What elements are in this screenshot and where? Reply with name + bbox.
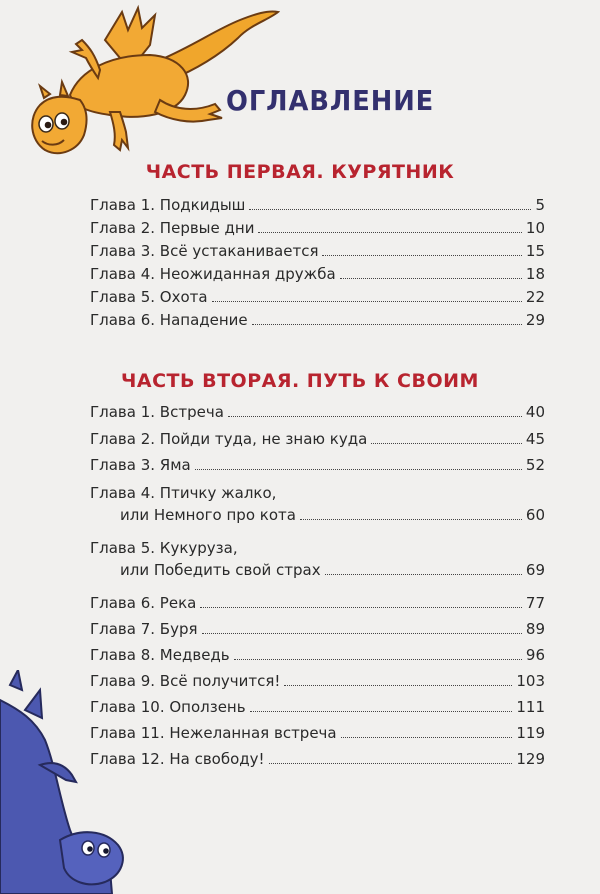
chapter-title: Глава 11. Нежеланная встреча xyxy=(90,724,337,742)
part2-toc xyxy=(90,400,545,770)
dot-leader xyxy=(340,278,522,279)
page-number: 129 xyxy=(516,750,545,768)
part1-toc xyxy=(90,193,545,331)
chapter-title: Глава 9. Всё получится! xyxy=(90,672,281,690)
dot-leader xyxy=(322,255,521,256)
chapter-title: Глава 3. Всё устаканивается xyxy=(90,242,319,260)
chapter-title: Глава 7. Буря xyxy=(90,620,198,638)
page-number: 10 xyxy=(525,219,545,237)
toc-entry[interactable] xyxy=(90,614,545,640)
chapter-subtitle: или Победить свой страх xyxy=(120,561,321,579)
chapter-title: Глава 6. Нападение xyxy=(90,311,248,329)
dot-leader xyxy=(212,301,522,302)
page-number: 29 xyxy=(525,311,545,329)
toc-entry[interactable] xyxy=(90,423,545,450)
chapter-subtitle: или Немного про кота xyxy=(120,506,296,524)
chapter-title: Глава 4. Неожиданная дружба xyxy=(90,265,336,283)
toc-entry[interactable] xyxy=(90,744,545,770)
chapter-title: Глава 5. Кукуруза, xyxy=(90,539,238,557)
dot-leader xyxy=(300,519,522,520)
dot-leader xyxy=(269,763,513,764)
toc-entry[interactable] xyxy=(90,640,545,666)
dot-leader xyxy=(284,685,512,686)
page-title: ОГЛАВЛЕНИЕ xyxy=(226,84,435,117)
dot-leader xyxy=(258,232,521,233)
chapter-title: Глава 8. Медведь xyxy=(90,646,230,664)
page-number: 15 xyxy=(525,242,545,260)
toc-entry[interactable] xyxy=(90,400,545,423)
dot-leader xyxy=(325,574,522,575)
chapter-title: Глава 2. Пойди туда, не знаю куда xyxy=(90,430,368,448)
toc-entry[interactable] xyxy=(90,262,545,285)
toc-entry[interactable] xyxy=(90,450,545,476)
dot-leader xyxy=(195,469,522,470)
part1-title: ЧАСТЬ ПЕРВАЯ. КУРЯТНИК xyxy=(145,161,455,183)
toc-entry[interactable] xyxy=(90,534,545,583)
dot-leader xyxy=(249,209,531,210)
page-number: 77 xyxy=(525,594,545,612)
page-number: 22 xyxy=(525,288,545,306)
toc-entry[interactable] xyxy=(90,239,545,262)
page-number: 18 xyxy=(525,265,545,283)
toc-entry[interactable] xyxy=(90,692,545,718)
chapter-title: Глава 5. Охота xyxy=(90,288,208,306)
page-number: 69 xyxy=(525,561,545,579)
dot-leader xyxy=(341,737,513,738)
dot-leader xyxy=(202,633,522,634)
chapter-title: Глава 6. Река xyxy=(90,594,197,612)
toc-entry[interactable] xyxy=(90,216,545,239)
toc-entry[interactable] xyxy=(90,476,545,534)
dot-leader xyxy=(252,324,522,325)
toc-entry[interactable] xyxy=(90,193,545,216)
chapter-title: Глава 1. Встреча xyxy=(90,403,224,421)
page-number: 52 xyxy=(525,456,545,474)
chapter-title: Глава 4. Птичку жалко, xyxy=(90,484,277,502)
toc-entry[interactable] xyxy=(90,666,545,692)
chapter-title: Глава 2. Первые дни xyxy=(90,219,255,237)
dot-leader xyxy=(228,416,522,417)
part2-title: ЧАСТЬ ВТОРАЯ. ПУТЬ К СВОИМ xyxy=(121,370,479,392)
page-number: 5 xyxy=(535,196,545,214)
page-number: 45 xyxy=(525,430,545,448)
toc-entry[interactable] xyxy=(90,718,545,744)
dot-leader xyxy=(234,659,522,660)
toc-entry[interactable] xyxy=(90,308,545,331)
dot-leader xyxy=(200,607,522,608)
toc-entry[interactable] xyxy=(90,583,545,614)
dot-leader xyxy=(371,443,522,444)
page-number: 103 xyxy=(516,672,545,690)
chapter-title: Глава 10. Оползень xyxy=(90,698,246,716)
page-number: 89 xyxy=(525,620,545,638)
page-number: 40 xyxy=(525,403,545,421)
chapter-title: Глава 1. Подкидыш xyxy=(90,196,246,214)
page-number: 119 xyxy=(516,724,545,742)
page-number: 111 xyxy=(516,698,545,716)
chapter-title: Глава 12. На свободу! xyxy=(90,750,265,768)
page-number: 60 xyxy=(525,506,545,524)
dot-leader xyxy=(250,711,513,712)
chapter-title: Глава 3. Яма xyxy=(90,456,191,474)
page-number: 96 xyxy=(525,646,545,664)
toc-entry[interactable] xyxy=(90,285,545,308)
